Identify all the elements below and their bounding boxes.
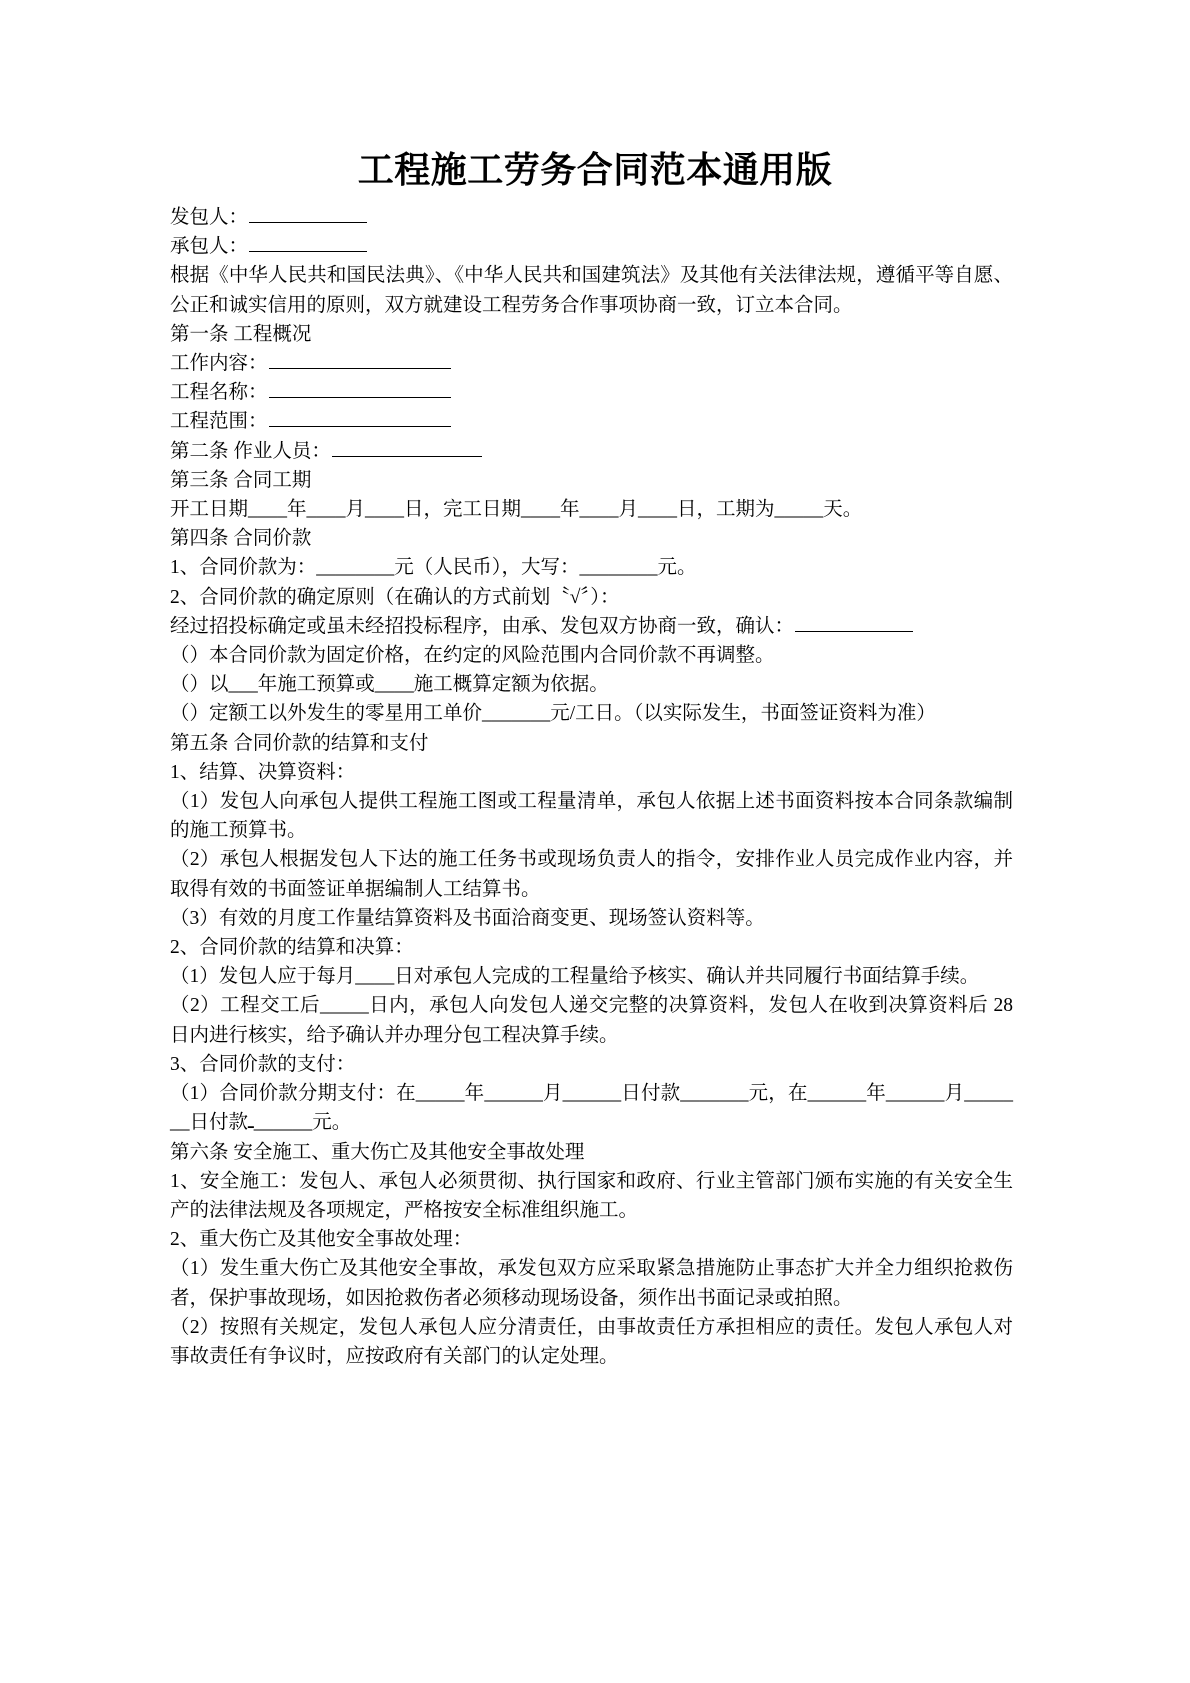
doc-line-text: 2、重大伤亡及其他安全事故处理：: [170, 1229, 473, 1251]
fill-in-blank[interactable]: [249, 204, 367, 223]
doc-line-s5-2-2: [170, 991, 1013, 1049]
doc-line-text: 2、合同价款的确定原则（在确认的方式前划〝√〞）：: [170, 586, 620, 608]
doc-line-text: 2、合同价款的结算和决算：: [170, 937, 414, 959]
doc-line-text: （）以___年施工预算或____施工概算定额为依据。: [170, 674, 609, 696]
doc-line-price-2-intro: [170, 612, 1013, 641]
doc-line-text: 1、结算、决算资料：: [170, 761, 356, 783]
doc-line-text: 根据《中华人民共和国民法典》、《中华人民共和国建筑法》及其他有关法律法规，遵循平等自愿、公正和诚实信用的原则，双方就建设工程劳务合作事项协商一致，订立本合同。: [170, 265, 1013, 316]
doc-line-text: 3、合同价款的支付：: [170, 1053, 356, 1075]
doc-line-s5-1-1: [170, 787, 1013, 845]
doc-line-text: （2）按照有关规定，发包人承包人应分清责任，由事故责任方承担相应的责任。发包人承包人对事故责任有争议时，应按政府有关部门的认定处理。: [170, 1316, 1013, 1367]
doc-line-text: （1）发包人向承包人提供工程施工图或工程量清单，承包人依据上述书面资料按本合同条款编制的施工预算书。: [170, 791, 1013, 842]
doc-line-text: （3）有效的月度工作量结算资料及书面洽商变更、现场签认资料等。: [170, 907, 765, 929]
doc-line-text: （1）合同价款分期支付：在_____年______月______日付款_______元，在______年______月_______日付款ـ______元。: [170, 1083, 1013, 1134]
doc-line-text: 第二条 作业人员：: [170, 440, 331, 462]
doc-line-text: 第三条 合同工期: [170, 469, 312, 491]
doc-line-text: 发包人：: [170, 207, 249, 228]
doc-line-party-a: [170, 203, 1013, 232]
doc-line-article-6: [170, 1138, 1013, 1167]
doc-line-party-b: [170, 232, 1013, 261]
doc-line-text: 第六条 安全施工、重大伤亡及其他安全事故处理: [170, 1141, 585, 1163]
fill-in-blank[interactable]: [269, 408, 451, 427]
doc-line-text: （1）发生重大伤亡及其他安全事故，承发包双方应采取紧急措施防止事态扩大并全力组织抢救伤者，保护事故现场，如因抢救伤者必须移动现场设备，须作出书面记录或拍照。: [170, 1258, 1013, 1309]
doc-line-opt-1: [170, 641, 1013, 670]
doc-line-s5-3: [170, 1050, 1013, 1079]
doc-line-article-3: [170, 466, 1013, 495]
doc-line-text: （）定额工以外发生的零星用工单价_______元/工日。（以实际发生，书面签证资料为准）: [170, 703, 936, 725]
doc-line-s5-1-2: [170, 845, 1013, 903]
fill-in-blank[interactable]: [269, 379, 451, 398]
doc-line-price-1: [170, 553, 1013, 582]
doc-line-article-2: [170, 437, 1013, 466]
doc-line-s6-2: [170, 1225, 1013, 1254]
doc-line-text: 第四条 合同价款: [170, 528, 312, 550]
doc-line-dates: [170, 495, 1013, 524]
doc-line-s5-3-1: [170, 1079, 1013, 1137]
fill-in-blank[interactable]: [269, 350, 451, 369]
doc-line-s6-2-2: [170, 1313, 1013, 1371]
doc-line-text: （）本合同价款为固定价格，在约定的风险范围内合同价款不再调整。: [170, 645, 775, 667]
doc-line-project-scope: [170, 407, 1013, 436]
doc-line-text: 经过招投标确定或虽未经招投标程序，由承、发包双方协商一致，确认：: [170, 615, 795, 637]
fill-in-blank[interactable]: [795, 613, 913, 632]
doc-line-text: 1、合同价款为：________元（人民币），大写：________元。: [170, 557, 697, 579]
doc-line-price-2: [170, 583, 1013, 612]
doc-line-text: 承包人：: [170, 236, 249, 258]
doc-line-text: （1）发包人应于每月____日对承包人完成的工程量给予核实、确认并共同履行书面结算手续。: [170, 966, 980, 988]
doc-line-s5-1-3: [170, 904, 1013, 933]
doc-line-article-1: [170, 320, 1013, 349]
doc-line-s6-1: [170, 1167, 1013, 1225]
doc-line-text: 工作内容：: [170, 353, 268, 375]
fill-in-blank[interactable]: [249, 233, 367, 252]
doc-line-s5-2-1: [170, 962, 1013, 991]
doc-line-work-content: [170, 349, 1013, 378]
doc-line-s6-2-1: [170, 1254, 1013, 1312]
doc-line-text: 工程名称：: [170, 382, 268, 404]
doc-line-article-5: [170, 729, 1013, 758]
doc-line-text: 第五条 合同价款的结算和支付: [170, 732, 429, 754]
doc-line-opt-3: [170, 699, 1013, 728]
doc-line-article-4: [170, 524, 1013, 553]
doc-line-text: （2）工程交工后_____日内，承包人向发包人递交完整的决算资料，发包人在收到决算资料后 28 日内进行核实，给予确认并办理分包工程决算手续。: [170, 995, 1013, 1046]
doc-line-text: （2）承包人根据发包人下达的施工任务书或现场负责人的指令，安排作业人员完成作业内容，并取得有效的书面签证单据编制人工结算书。: [170, 849, 1013, 900]
doc-line-preamble: [170, 261, 1013, 319]
doc-line-text: 第一条 工程概况: [170, 323, 312, 345]
doc-line-text: 工程范围：: [170, 411, 268, 433]
doc-line-s5-1: [170, 758, 1013, 787]
doc-line-project-name: [170, 378, 1013, 407]
doc-line-s5-2: [170, 933, 1013, 962]
doc-line-opt-2: [170, 670, 1013, 699]
fill-in-blank[interactable]: [332, 438, 482, 457]
document-body: [170, 203, 1013, 1371]
page-title: 工程施工劳务合同范本通用版: [357, 150, 833, 190]
doc-line-text: 1、安全施工：发包人、承包人必须贯彻、执行国家和政府、行业主管部门颁布实施的有关安全生产的法律法规及各项规定，严格按安全标准组织施工。: [170, 1170, 1013, 1221]
doc-line-text: 开工日期____年____月____日，完工日期____年____月____日，工期为_____天。: [170, 499, 863, 521]
